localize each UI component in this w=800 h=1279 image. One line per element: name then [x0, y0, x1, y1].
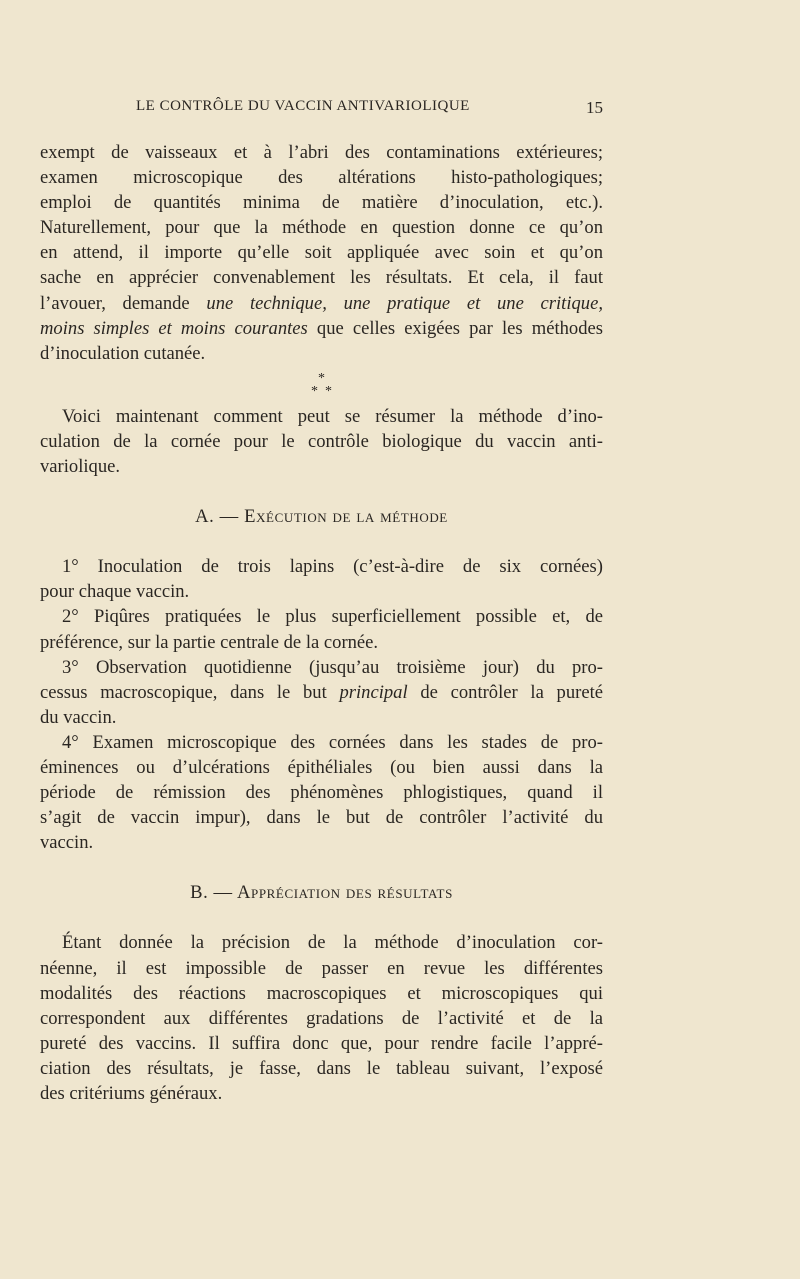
paragraph	[40, 655, 603, 730]
text-line	[40, 454, 603, 479]
text-segment: modalités des réactions macroscopiques et microscopiques qui	[40, 982, 603, 1004]
text-line	[40, 705, 603, 730]
text-line	[40, 1081, 603, 1106]
text-line	[40, 780, 603, 805]
text-line	[40, 429, 603, 454]
text-line	[40, 316, 603, 341]
text-segment: en attend, il importe qu’elle soit appliquée avec soin et qu’on	[40, 242, 603, 264]
text-segment: d’inoculation cutanée.	[40, 342, 206, 364]
text-segment: vaccin.	[40, 832, 94, 854]
text-segment: s’agit de vaccin impur), dans le but de contrôler l’activité du	[40, 807, 603, 829]
text-segment: Voici maintenant comment peut se résumer la méthode d’ino-	[62, 405, 603, 427]
text-line	[40, 630, 603, 655]
text-segment: emploi de quantités minima de matière d’inoculation, etc.).	[40, 192, 603, 214]
text-line	[40, 554, 603, 579]
section-separator-asterism	[40, 366, 603, 404]
text-segment: du vaccin.	[40, 706, 117, 728]
text-line	[40, 190, 603, 215]
text-segment: pureté des vaccins. Il suffira donc que, pour rendre facile l’appré-	[40, 1032, 603, 1054]
text-line	[40, 140, 603, 165]
text-segment: ciation des résultats, je fasse, dans le tableau suivant, l’exposé	[40, 1057, 603, 1079]
text-line	[40, 404, 603, 429]
text-line	[40, 265, 603, 290]
italic-text: moins simples et moins courantes	[40, 317, 308, 339]
text-segment: Naturellement, pour que la méthode en question donne ce qu’on	[40, 217, 603, 239]
page-body	[40, 140, 603, 1106]
text-segment: correspondent aux différentes gradations de l’activité et de la	[40, 1007, 603, 1029]
text-segment: 1° Inoculation de trois lapins (c’est-à-dire de six cornées)	[62, 556, 603, 578]
paragraph	[40, 140, 603, 366]
text-line	[40, 805, 603, 830]
section-heading: B. — Appréciation des résultats	[190, 882, 453, 904]
text-line	[40, 730, 603, 755]
text-line	[40, 956, 603, 981]
text-line	[40, 680, 603, 705]
text-line	[40, 1006, 603, 1031]
text-segment: 4° Examen microscopique des cornées dans les stades de pro-	[62, 731, 603, 753]
text-segment: examen microscopique des altérations histo-pathologiques;	[40, 167, 603, 189]
section-heading: A. — Exécution de la méthode	[195, 506, 448, 528]
text-line	[40, 830, 603, 855]
text-line	[40, 291, 603, 316]
text-line	[40, 1056, 603, 1081]
text-line	[40, 215, 603, 240]
text-segment: exempt de vaisseaux et à l’abri des contaminations extérieures;	[40, 142, 603, 163]
text-segment: période de rémission des phénomènes phlogistiques, quand il	[40, 782, 603, 804]
text-segment: néenne, il est impossible de passer en revue les différentes	[40, 957, 603, 979]
asterisk-row: * *	[311, 383, 332, 399]
text-segment: 2° Piqûres pratiquées le plus superficiellement possible et, de	[62, 606, 603, 628]
text-line	[40, 604, 603, 629]
paragraph	[40, 554, 603, 604]
page-number: 15	[586, 98, 603, 117]
text-segment: 3° Observation quotidienne (jusqu’au troisième jour) du pro-	[62, 656, 603, 678]
text-segment: Étant donnée la précision de la méthode d’inoculation cor-	[62, 932, 603, 954]
text-line	[40, 930, 603, 955]
page-header	[40, 98, 603, 120]
paragraph	[40, 604, 603, 654]
text-segment: variolique.	[40, 456, 121, 478]
paragraph	[40, 404, 603, 479]
text-line	[40, 755, 603, 780]
text-segment: cessus macroscopique, dans le but	[40, 681, 340, 703]
paragraph	[40, 930, 603, 1106]
text-segment: éminences ou d’ulcérations épithéliales (ou bien aussi dans la	[40, 756, 603, 778]
text-line	[40, 165, 603, 190]
italic-text: principal	[339, 681, 408, 703]
text-line	[40, 1031, 603, 1056]
text-line	[40, 240, 603, 265]
running-title: LE CONTRÔLE DU VACCIN ANTIVARIOLIQUE	[136, 98, 470, 114]
text-segment: l’avouer, demande	[40, 292, 207, 314]
text-line	[40, 341, 603, 366]
asterisk-row: *	[318, 370, 325, 386]
paragraph	[40, 730, 603, 855]
italic-text: une technique, une pratique et une critique,	[206, 292, 604, 314]
text-segment: de contrôler la pureté	[407, 681, 603, 703]
text-segment: préférence, sur la partie centrale de la cornée.	[40, 631, 379, 653]
text-segment: culation de la cornée pour le contrôle biologique du vaccin anti-	[40, 430, 603, 452]
text-line	[40, 981, 603, 1006]
text-line	[40, 655, 603, 680]
text-segment: sache en apprécier convenablement les résultats. Et cela, il faut	[40, 267, 603, 289]
text-segment: que celles exigées par les méthodes	[307, 317, 603, 339]
text-segment: pour chaque vaccin.	[40, 581, 190, 603]
text-line	[40, 579, 603, 604]
text-segment: des critériums généraux.	[40, 1083, 223, 1104]
